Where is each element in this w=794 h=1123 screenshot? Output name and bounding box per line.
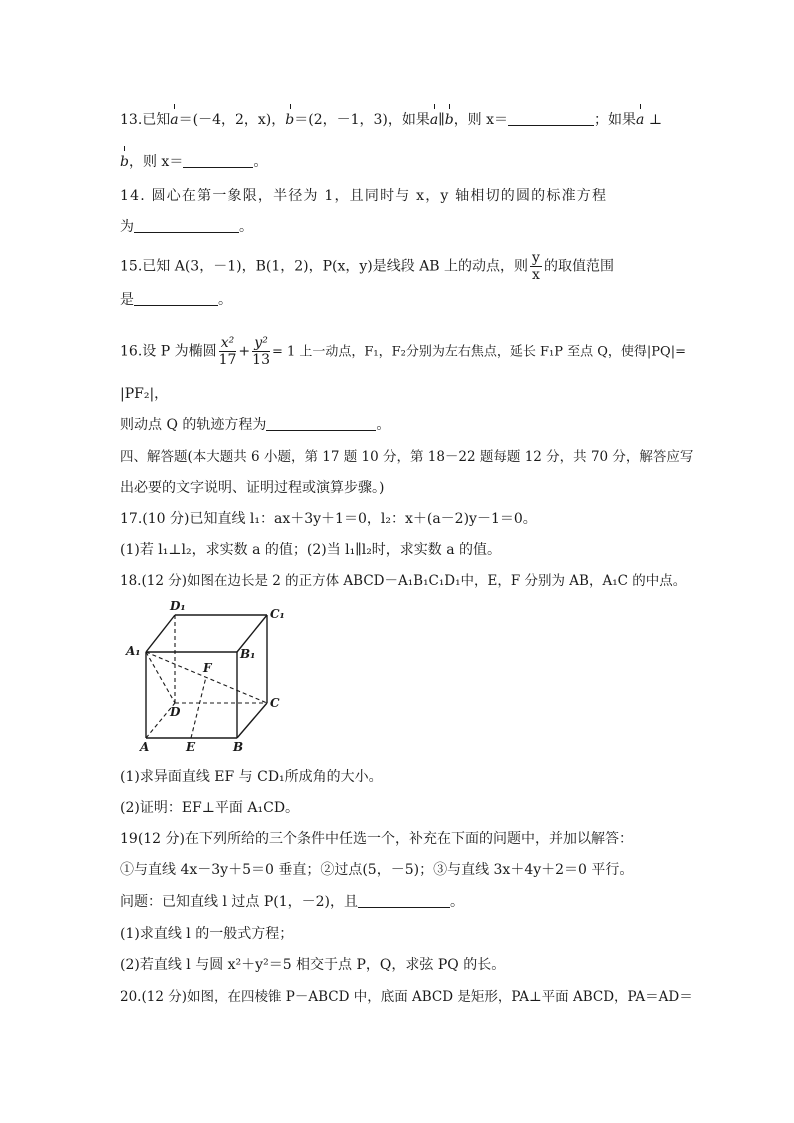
edge-bc <box>237 703 267 738</box>
label-d1: D₁ <box>170 599 186 613</box>
q14-text: 。 <box>239 219 253 235</box>
perp-symbol: ⊥ <box>644 112 663 128</box>
label-b: B <box>233 740 244 754</box>
answer-blank[interactable] <box>266 416 376 431</box>
label-e: E <box>186 740 196 754</box>
segment-ef <box>191 677 206 738</box>
parallel-symbol: ∥ <box>438 112 445 128</box>
fraction-denominator: 17 <box>218 352 237 368</box>
vector-a: a <box>429 112 439 128</box>
answer-blank[interactable] <box>358 893 450 908</box>
answer-blank[interactable] <box>134 218 239 233</box>
fraction-numerator: y² <box>254 335 268 351</box>
fraction-denominator: x <box>532 267 540 283</box>
q13-text: 13.已知 <box>120 112 171 128</box>
q15-text: 是 <box>120 292 134 308</box>
q16-text: 16.设 P 为椭圆 <box>120 343 217 360</box>
label-f: F <box>203 661 212 675</box>
q15-line2 <box>120 290 232 310</box>
fraction-x2-over-17 <box>219 335 237 368</box>
label-c1: C₁ <box>270 607 285 621</box>
edge-a1d1 <box>146 615 175 652</box>
answer-blank[interactable] <box>508 111 594 126</box>
q19-line1: 19(12 分)在下列所给的三个条件中任选一个，补充在下面的问题中，并加以解答： <box>120 831 634 847</box>
section4-heading: 四、解答题(本大题共 6 小题，第 17 题 10 分，第 18－22 题每题 12 分，共 70 分，解答应写 <box>120 449 694 465</box>
fraction-numerator: x² <box>220 335 235 351</box>
q13-text: ，则 x＝ <box>128 154 184 170</box>
q14-text: 为 <box>120 219 134 235</box>
vector-a: a <box>636 112 645 128</box>
q15-text: 。 <box>218 292 232 308</box>
q19-line2: ①与直线 4x－3y＋5＝0 垂直；②过点(5，－5)；③与直线 3x＋4y＋2＝0 平行。 <box>120 862 634 878</box>
q19-line3 <box>120 892 464 912</box>
cube-figure <box>120 598 300 758</box>
q20-line1: 20.(12 分)如图，在四棱锥 P－ABCD 中，底面 ABCD 是矩形，PA⊥平面 ABCD，PA＝AD＝ <box>120 989 693 1005</box>
q13-line1 <box>120 110 662 130</box>
label-a: A <box>140 740 150 754</box>
label-d: D <box>170 705 181 719</box>
q13-text: ，则 x＝ <box>453 112 509 128</box>
q18-line1: 18.(12 分)如图在边长是 2 的正方体 ABCD－A₁B₁C₁D₁中，E，F 分别为 AB，A₁C 的中点。 <box>120 573 687 589</box>
q16-text: = 1 上一动点，F₁，F₂分别为左右焦点，延长 F₁P 至点 Q，使得|PQ|= <box>271 344 686 360</box>
q13-text: ＝(2，－1，3)，如果 <box>294 112 430 128</box>
q19-text: 。 <box>450 894 464 910</box>
vector-b: b <box>285 112 295 128</box>
q18-part1: (1)求异面直线 EF 与 CD₁所成角的大小。 <box>120 769 383 785</box>
q19-text: 问题：已知直线 l 过点 P(1，－2)，且 <box>120 894 358 910</box>
q15-line1 <box>120 250 614 283</box>
q16-text: 则动点 Q 的轨迹方程为 <box>120 417 267 433</box>
q14-line2 <box>120 217 253 237</box>
q15-text: 15.已知 A(3，－1)，B(1，2)，P(x，y)是线段 AB 上的动点，则 <box>120 258 529 275</box>
fraction-y-over-x <box>530 250 542 283</box>
fraction-numerator: y <box>532 250 540 266</box>
q18-part2: (2)证明：EF⊥平面 A₁CD。 <box>120 800 300 816</box>
answer-blank[interactable] <box>134 291 218 306</box>
q17-line2: (1)若 l₁⊥l₂，求实数 a 的值；(2)当 l₁∥l₂时，求实数 a 的值。 <box>120 542 502 558</box>
fraction-denominator: 13 <box>252 352 270 368</box>
q19-line5: (2)若直线 l 与圆 x²＋y²＝5 相交于点 P，Q，求弦 PQ 的长。 <box>120 957 506 973</box>
vector-b: b <box>444 112 454 128</box>
q13-text: ；如果 <box>594 112 637 128</box>
fraction-y2-over-13 <box>252 335 270 368</box>
segment-a1d <box>146 652 175 703</box>
q15-text: 的取值范围 <box>543 258 614 275</box>
q13-text: ＝(－4，2，x)， <box>178 112 286 128</box>
q16-line1 <box>120 335 686 368</box>
q16-text: 。 <box>376 417 391 433</box>
q16-line2: |PF₂|， <box>120 386 169 402</box>
q13-text: 。 <box>253 154 268 170</box>
q13-line2 <box>120 152 267 172</box>
plus-sign: + <box>238 343 251 360</box>
q17-line1: 17.(10 分)已知直线 l₁：ax＋3y＋1＝0，l₂：x＋(a－2)y－1＝0。 <box>120 511 537 527</box>
vector-b: b <box>120 154 129 170</box>
label-c: C <box>270 696 280 710</box>
answer-blank[interactable] <box>183 153 253 168</box>
label-b1: B₁ <box>240 647 256 661</box>
q16-line3 <box>120 415 390 435</box>
section4-heading-cont: 出必要的文字说明、证明过程或演算步骤。) <box>120 480 385 496</box>
vector-a: a <box>170 112 179 128</box>
q19-line4: (1)求直线 l 的一般式方程； <box>120 926 294 942</box>
label-a1: A₁ <box>126 644 141 658</box>
q14-line1: 14. 圆心在第一象限，半径为 1，且同时与 x，y 轴相切的圆的标准方程 <box>120 188 608 204</box>
